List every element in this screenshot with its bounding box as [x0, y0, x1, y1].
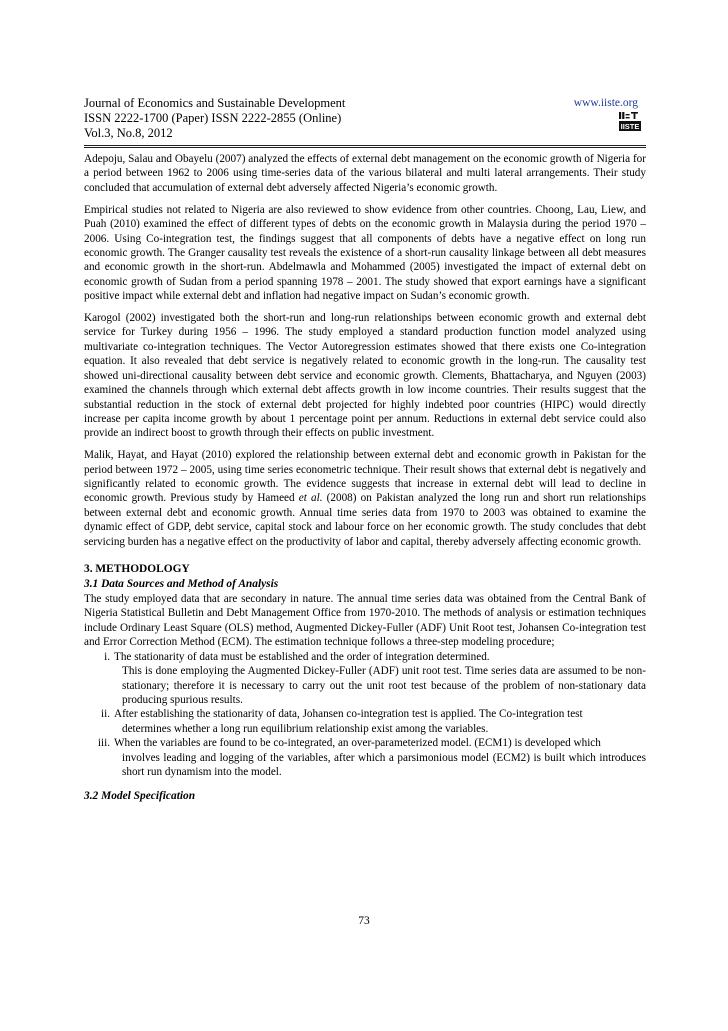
- paragraph-methodology-intro: The study employed data that are secondary in nature. The annual time series data was obtained from the Central Bank of Nigeria Statistical Bulletin and Debt Management Office from 1970-2010. The methods of analysis or estimation techniques include Ordinary Least Square (OLS) method, Augmented Dickey-Fuller (ADF) Unit Root test, Johansen Co-integration test and Error Correction Method (ECM). The estimation technique follows a three-step modeling procedure;: [84, 593, 646, 649]
- step-continuation: This is done employing the Augmented Dickey-Fuller (ADF) unit root test. Time series data are assumed to be non-stationary; therefore it is necessary to carry out the unit root test because of the problem of non-stationary data producing spurious results.: [122, 665, 646, 706]
- paragraph-malik-part2: (2008) on Pakistan analyzed the long run and short run relationships between external debt and economic growth. Annual time series data from 1970 to 2003 was obtained to examine the dynamic effect of GDP, debt service, capital stock and labour force on her economic growth. The study concludes that debt servicing burden has a negative effect on the productivity of labor and capital, thereby adversely affecting economic growth.: [84, 492, 646, 548]
- step-first-line: After establishing the stationarity of data, Johansen co-integration test is applied. The Co-integration test: [114, 708, 583, 721]
- paragraph-karogol: Karogol (2002) investigated both the short-run and long-run relationships between economic growth and external debt service for Turkey during 1956 – 1996. The study employed a standard production function model analyzed using multivariate co-integration techniques. The Vector Autoregression estimates showed that there exists one Co-integration equation. It also revealed that debt service is negatively related to economic growth in the long-run. The causality test showed uni-directional causality between debt service and economic growth. Clements, Bhattacharya, and Nguyen (2003) examined the channels through which external debt affects growth in low income countries. Their results suggest that the substantial reduction in the stock of external debt projected for highly indebted poor countries (HIPC) would directly increase per capita income growth by about 1 percentage point per annum. Reductions in external debt service could also provide an indirect boost to growth through their effects on public investment.: [84, 312, 646, 440]
- page-number: 73: [358, 915, 370, 927]
- journal-title: Journal of Economics and Sustainable Development: [84, 96, 346, 110]
- header-rule-top: [84, 145, 646, 146]
- journal-volume: Vol.3, No.8, 2012: [84, 126, 173, 140]
- journal-issn: ISSN 2222-1700 (Paper) ISSN 2222-2855 (Online): [84, 111, 342, 125]
- body-text: [84, 152, 646, 804]
- step-number: ii.: [100, 708, 110, 721]
- step-number: i.: [104, 650, 110, 663]
- procedure-step: [84, 736, 646, 779]
- procedure-step: [84, 650, 646, 708]
- iiste-logo-icon: [618, 109, 642, 132]
- journal-url[interactable]: www.iiste.org: [573, 97, 638, 109]
- header-rule-bottom: [84, 147, 646, 148]
- section-heading-methodology: 3. METHODOLOGY: [84, 563, 190, 576]
- paragraph-empirical: Empirical studies not related to Nigeria are also reviewed to show evidence from other countries. Choong, Lau, Liew, and Puah (2010) examined the effect of different types of debts on the economic growth in Malaysia during the period 1970 – 2006. Using Co-integration test, the findings suggest that all components of debts have a negative effect on long run economic growth. The Granger causality test reveals the existence of a short-run causality linkage between all debt measures and economic growth in the short-run. Abdelmawla and Mohammed (2005) investigated the impact of external debt on economic growth of Sudan from a period spanning 1978 – 2001. The study showed that export earnings have a significant positive impact while external debt and inflation had negative impact on Sudan’s economic growth.: [84, 203, 646, 303]
- journal-header: [84, 96, 646, 140]
- paragraph-malik-part1: Malik, Hayat, and Hayat (2010) explored the relationship between external debt and economic growth in Pakistan for the period between 1972 – 2005, using time series econometric technique. Their result shows that external debt is negatively and significantly related to economic growth. The evidence suggests that increase in external debt will lead to decline in economic growth. Previous study by Hameed: [84, 449, 646, 505]
- step-first-line: When the variables are found to be co-integrated, an over-parameterized model. (ECM1) is developed which: [114, 737, 601, 750]
- procedure-steps: [84, 650, 646, 780]
- subsection-heading-data-sources: 3.1 Data Sources and Method of Analysis: [84, 578, 279, 591]
- et-al: et al.: [298, 492, 323, 505]
- paragraph-malik: [84, 448, 646, 549]
- step-number: iii.: [97, 737, 110, 750]
- step-first-line: The stationarity of data must be established and the order of integration determined.: [114, 650, 490, 663]
- step-continuation: involves leading and logging of the variables, after which a parsimonious model (ECM2) is built which introduces short run dynamism into the model.: [122, 751, 646, 778]
- procedure-step: [84, 707, 646, 736]
- step-continuation: determines whether a long run equilibrium relationship exist among the variables.: [122, 722, 489, 735]
- subsection-heading-model-specification: 3.2 Model Specification: [84, 790, 196, 803]
- logo-text: IISTE: [620, 122, 640, 131]
- paragraph-adepoju: Adepoju, Salau and Obayelu (2007) analyzed the effects of external debt management on the economic growth of Nigeria for a period between 1962 to 2006 using time-series data of the various bilateral and multi lateral arrangements. Their study concluded that accumulation of external debt adversely affected Nigeria’s economic growth.: [84, 153, 646, 194]
